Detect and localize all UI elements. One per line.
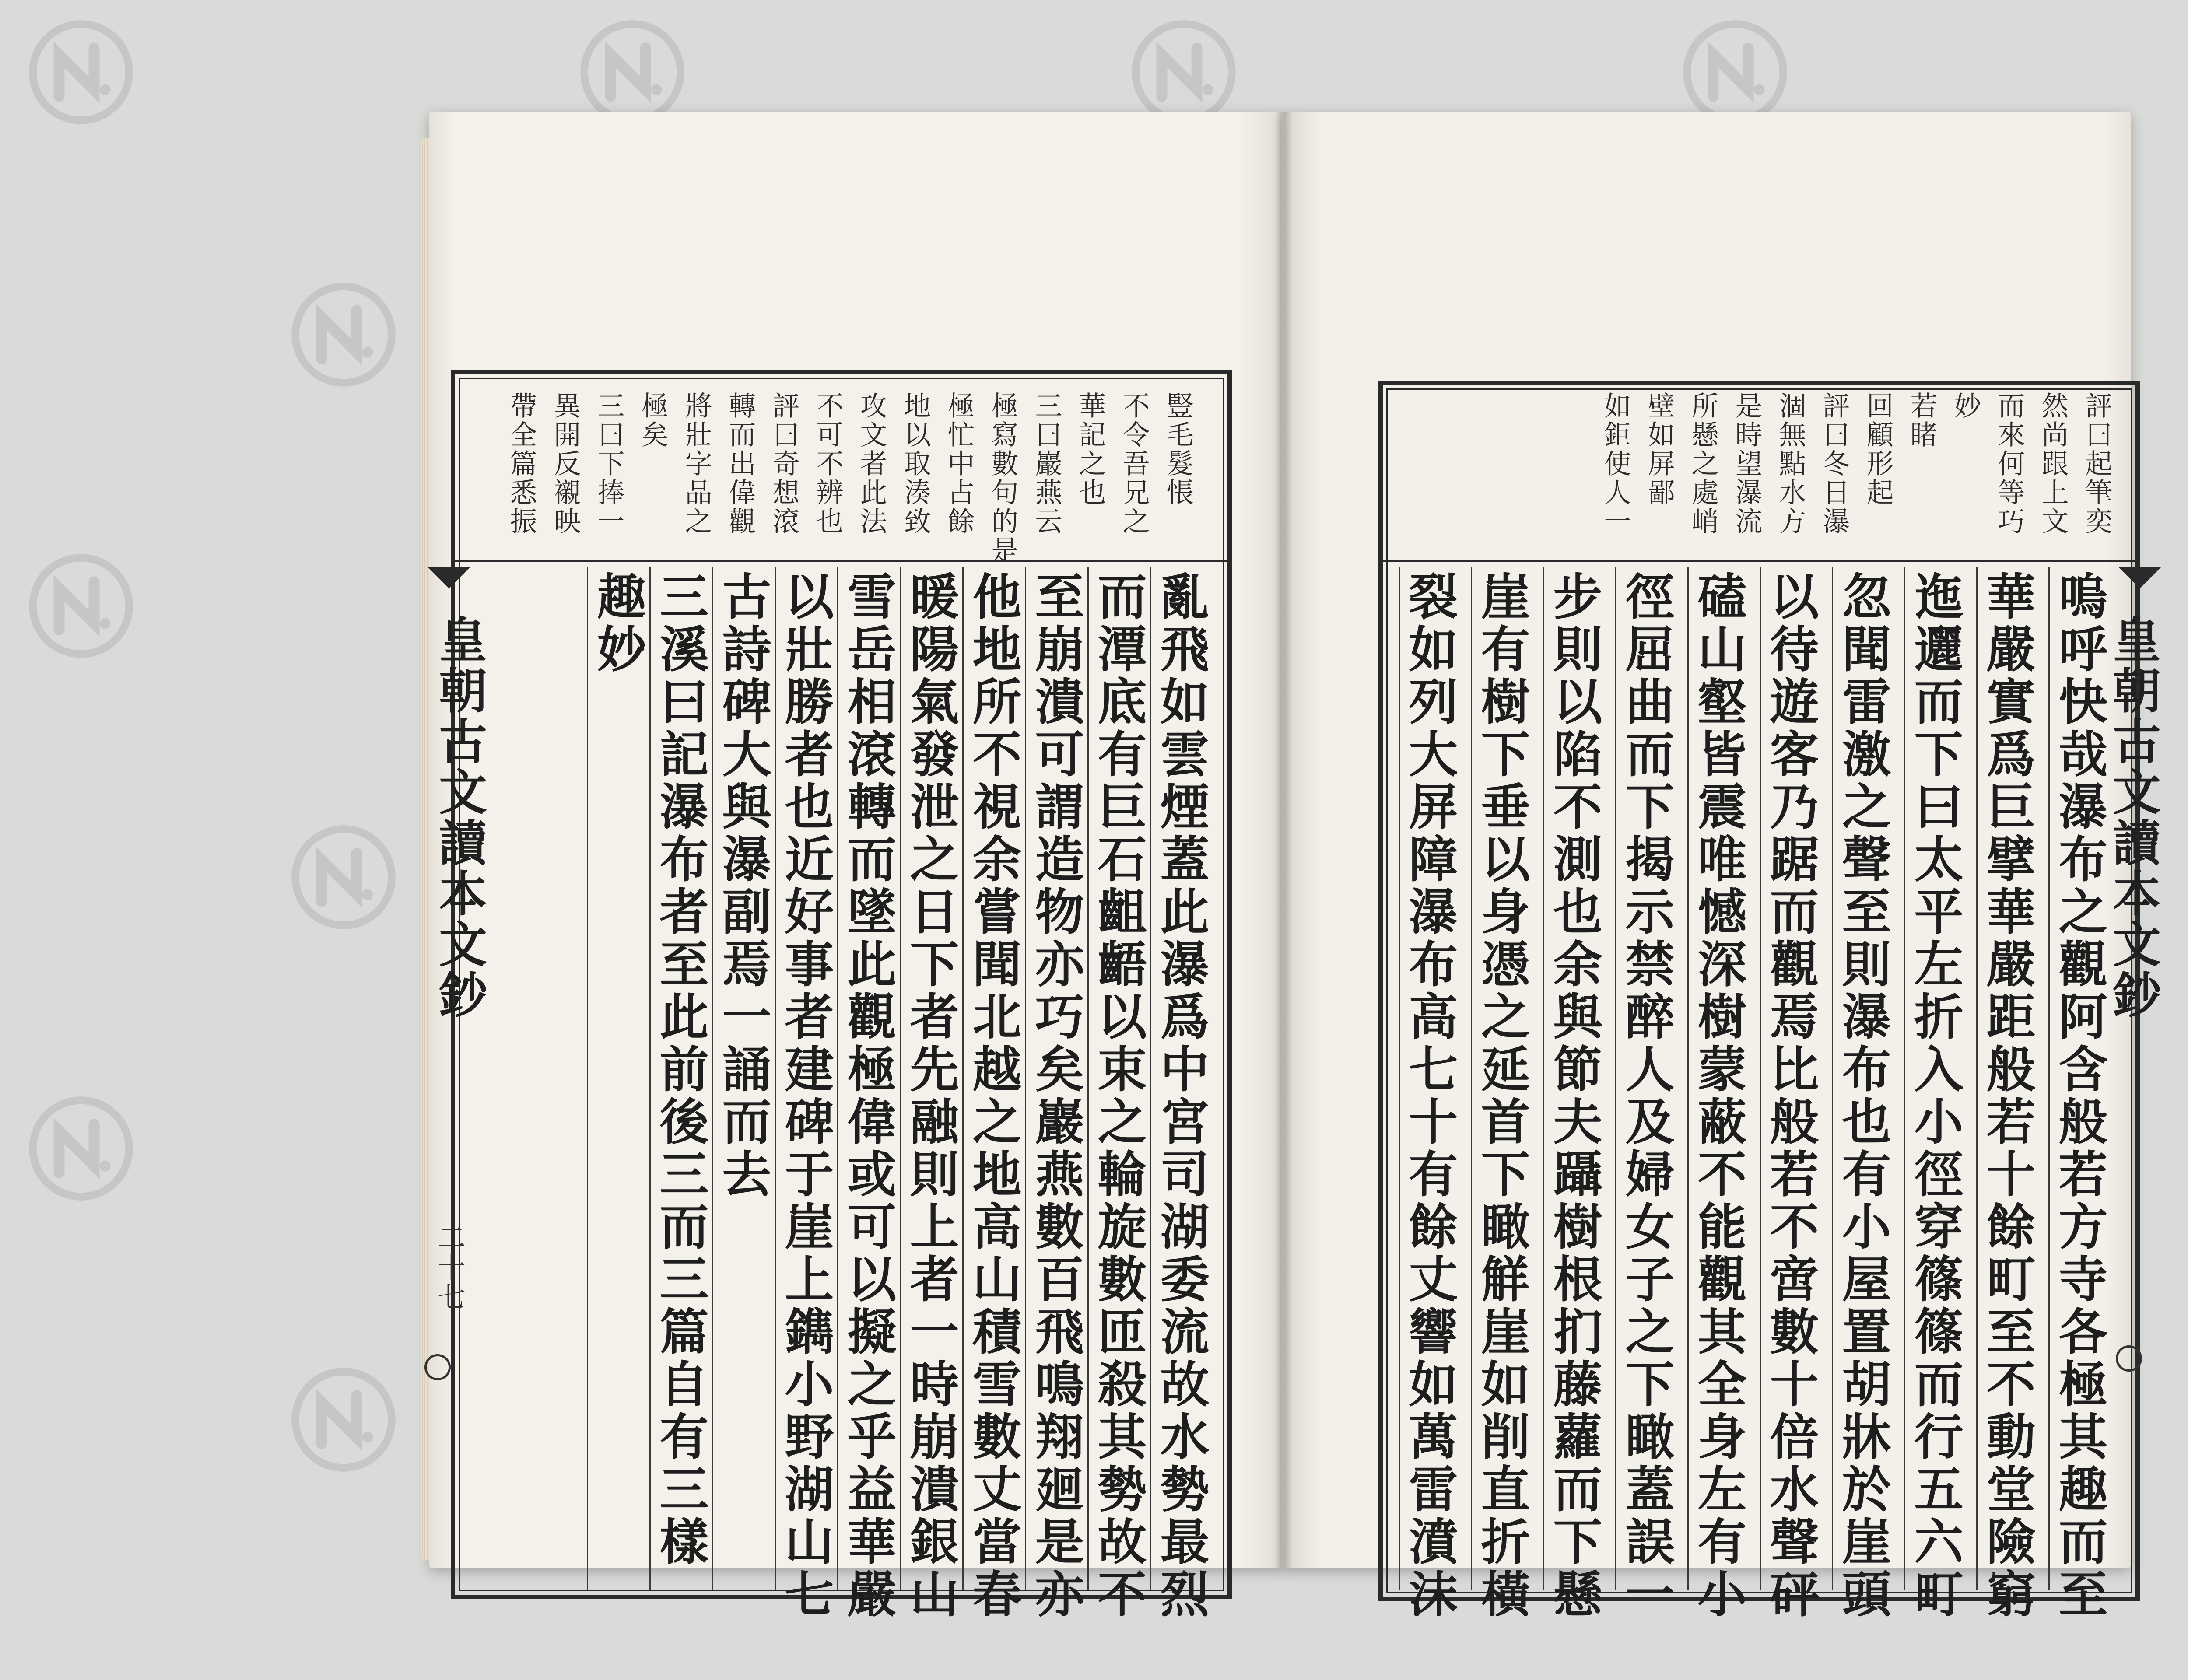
text-column: 裂如列大屏障瀑布高七十有餘丈響如萬雷濆沫: [1401, 571, 1458, 1621]
open-book: [429, 112, 2161, 1621]
column-rule: [649, 567, 651, 1590]
text-column: 忽聞雷激之聲至則瀑布也有小屋置胡牀於崖頭: [1834, 571, 1891, 1621]
headnote-column: 地以取湊致: [899, 392, 931, 536]
headnote-column: 極寫數句的是: [987, 392, 1019, 565]
column-rule: [2048, 567, 2050, 1590]
text-column: 磕山壑皆震唯憾深樹蒙蔽不能觀其全身左有小: [1690, 571, 1747, 1621]
circle-mark: [424, 1354, 451, 1380]
headnote-column: 若睹: [1906, 392, 1938, 449]
headnote-column: 不令吾兄之: [1118, 392, 1150, 536]
circle-mark: [2116, 1345, 2142, 1372]
headnote-column: 攻文者此法: [856, 392, 887, 536]
watermark-logo: [578, 18, 687, 127]
headnote-column: 然尚跟上文: [2037, 392, 2069, 536]
text-column: 而潭底有巨石齟齬以束之輪旋數匝殺其勢故不: [1090, 571, 1147, 1621]
headnote-column: 華記之也: [1074, 392, 1106, 507]
headnote-column: 異開反襯映: [549, 392, 581, 536]
column-rule: [1025, 567, 1026, 1590]
headnote-column: 帶全篇悉振: [505, 392, 537, 536]
headnote-column: 所懸之處峭: [1687, 392, 1719, 536]
column-rule: [837, 567, 838, 1590]
column-rule: [1904, 567, 1905, 1590]
column-rule: [1150, 567, 1151, 1590]
headnote-column: 妙: [1950, 392, 1981, 420]
column-rule: [712, 567, 713, 1590]
text-column: 亂飛如雲煙蓋此瀑爲中宮司湖委流故水勢最烈: [1152, 571, 1210, 1621]
text-column: 雪岳相滾轉而墜此觀極偉或可以擬之乎益華嚴: [839, 571, 897, 1621]
column-rule: [1471, 567, 1472, 1590]
headnote-column: 三曰巖燕云: [1031, 392, 1062, 536]
nishogakusha-logo-icon: [1129, 18, 1238, 127]
headnote-column: 而來何等巧: [1993, 392, 2025, 536]
headnote-column: 評曰奇想滾: [768, 392, 800, 536]
column-rule: [1760, 567, 1761, 1590]
headnote-column: 是時望瀑流: [1731, 392, 1763, 536]
fish-tail-mark: [427, 567, 471, 588]
text-column: 古詩碑大與瀑副焉一誦而去: [714, 571, 771, 1201]
nishogakusha-logo-icon: [289, 822, 398, 932]
headnote-column: 將壯字品之: [680, 392, 712, 536]
nishogakusha-logo-icon: [26, 1094, 136, 1203]
nishogakusha-logo-icon: [26, 551, 136, 661]
column-rule: [775, 567, 776, 1590]
column-rule: [962, 567, 964, 1590]
column-rule: [587, 567, 588, 1590]
nishogakusha-logo-icon: [578, 18, 687, 127]
headnote-column: 如鉅使人一: [1599, 392, 1631, 536]
column-rule: [1976, 567, 1978, 1590]
headnote-column: 不可不辨也: [812, 392, 844, 536]
headnote-column: 極矣: [637, 392, 669, 449]
headnote-column: 極忙中占餘: [943, 392, 975, 536]
text-column: 以壯勝者也近好事者建碑于崖上鐫小野湖山七: [777, 571, 834, 1621]
text-column: 崖有樹下垂以身憑之延首下瞰觧崖如削直折橫: [1473, 571, 1530, 1621]
text-column: 三溪曰記瀑布者至此前後三而三篇自有三樣: [652, 571, 709, 1568]
column-rule: [1087, 567, 1089, 1590]
text-column: 嗚呼快哉瀑布之觀阿含般若方寺各極其趣而至: [2051, 571, 2108, 1621]
headnote-column: 涸無點水方: [1774, 392, 1806, 536]
text-column: 華嚴實爲巨擘華嚴距般若十餘町至不動堂險窮: [1978, 571, 2036, 1621]
running-title: 皇朝古文讀本文鈔: [2105, 615, 2161, 1021]
headnote-rule: [1383, 560, 2135, 562]
headnote-column: 三曰下捧一: [593, 392, 625, 536]
column-rule: [1399, 567, 1400, 1590]
headnote-column: 回顧形起: [1862, 392, 1894, 507]
headnote-column: 壁如屏鄙: [1643, 392, 1675, 507]
running-title: 皇朝古文讀本文鈔: [431, 615, 487, 1021]
text-column: 他地所不視余嘗聞北越之地高山積雪數丈當春: [964, 571, 1022, 1621]
watermark-logo: [26, 1094, 136, 1203]
headnote-column: 評曰冬日瀑: [1818, 392, 1850, 536]
fish-tail-mark: [2118, 567, 2162, 588]
text-column: 至崩潰可謂造物亦巧矣巖燕數百飛鳴翔廻是亦: [1027, 571, 1084, 1621]
column-rule: [1543, 567, 1544, 1590]
nishogakusha-logo-icon: [289, 280, 398, 389]
text-column: 迤邐而下曰太平左折入小徑穿篠篠而行五六町: [1906, 571, 1964, 1621]
text-column: 以待遊客乃踞而觀焉比般若不啻數十倍水聲砰: [1762, 571, 1819, 1621]
column-rule: [1687, 567, 1689, 1590]
watermark-logo: [289, 280, 398, 389]
nishogakusha-logo-icon: [26, 18, 136, 127]
column-rule: [1832, 567, 1833, 1590]
text-column: 徑屈曲而下揭示禁醉人及婦女子之下瞰蓋誤一: [1617, 571, 1675, 1621]
headnote-column: 評曰起筆奕: [2081, 392, 2113, 536]
nishogakusha-logo-icon: [1680, 18, 1790, 127]
book-gutter: [1276, 112, 1293, 1568]
text-column: 暖陽氣發泄之日下者先融則上者一時崩潰銀山: [902, 571, 959, 1621]
text-column: 趣妙: [589, 571, 646, 676]
headnote-rule: [455, 560, 1227, 562]
watermark-logo: [26, 551, 136, 661]
headnote-column: 轉而出偉觀: [724, 392, 756, 536]
watermark-logo: [289, 1365, 398, 1474]
headnote-column: 豎毛髮悵: [1162, 392, 1194, 507]
column-rule: [1615, 567, 1616, 1590]
folio-number: 二十七: [433, 1223, 465, 1312]
watermark-logo: [1129, 18, 1238, 127]
nishogakusha-logo-icon: [289, 1365, 398, 1474]
watermark-logo: [1680, 18, 1790, 127]
text-column: 步則以陷不測也余與節夫躡樹根扪藤蘿而下懸: [1545, 571, 1602, 1621]
watermark-logo: [26, 18, 136, 127]
watermark-logo: [289, 822, 398, 932]
column-rule: [900, 567, 901, 1590]
